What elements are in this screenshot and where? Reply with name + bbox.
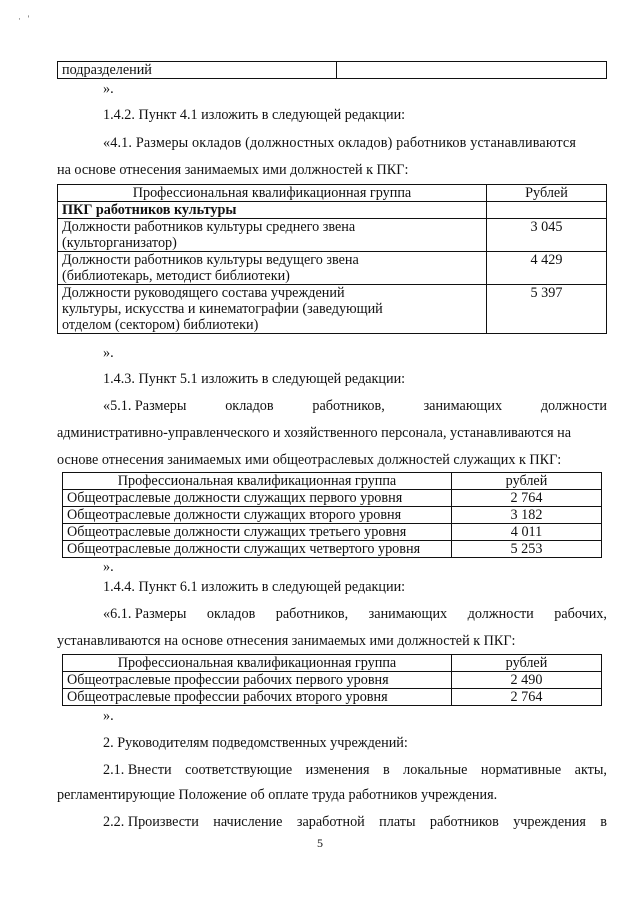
table-cell-empty bbox=[337, 62, 607, 79]
word: занимающих bbox=[368, 606, 448, 622]
value-cell: 4 429 bbox=[487, 252, 607, 285]
word: работников bbox=[429, 814, 499, 830]
word: начисление bbox=[213, 814, 283, 830]
word: в bbox=[600, 814, 607, 830]
table-row bbox=[63, 541, 602, 558]
table-row bbox=[63, 689, 602, 706]
table-cell: подразделений bbox=[58, 62, 337, 79]
table-header-row bbox=[58, 185, 607, 202]
table-cell: Общеотраслевые профессии рабочих второго уровня bbox=[63, 689, 452, 706]
salary-table-culture bbox=[57, 184, 607, 334]
paragraph-line-justified bbox=[103, 605, 607, 623]
cell-line: Должности работников культуры ведущего звена bbox=[62, 252, 359, 268]
word: окладов bbox=[206, 606, 256, 622]
quote-close: ». bbox=[103, 81, 114, 97]
paragraph-line: основе отнесения занимаемых ими общеотраслевых должностей служащих к ПКГ: bbox=[57, 452, 562, 468]
word: акты, bbox=[574, 762, 607, 778]
value-cell: 2 490 bbox=[452, 672, 602, 689]
table-cell bbox=[58, 252, 487, 285]
word: учреждения bbox=[513, 814, 586, 830]
value-cell: 3 182 bbox=[452, 507, 602, 524]
word: должности bbox=[540, 398, 607, 414]
header-cell: Рублей bbox=[487, 185, 607, 202]
word: заработной bbox=[296, 814, 365, 830]
word: 2.2. Произвести bbox=[103, 814, 199, 830]
header-cell: рублей bbox=[452, 473, 602, 490]
word: рабочих, bbox=[554, 606, 607, 622]
word: соответствующие bbox=[185, 762, 293, 778]
header-cell: Профессиональная квалификационная группа bbox=[63, 473, 452, 490]
word: занимающих bbox=[423, 398, 503, 414]
word: изменения bbox=[305, 762, 370, 778]
section-heading-2: 2. Руководителям подведомственных учреждений: bbox=[103, 735, 408, 751]
section-heading-1-4-3: 1.4.3. Пункт 5.1 изложить в следующей редакции: bbox=[103, 371, 406, 387]
value-cell: 5 253 bbox=[452, 541, 602, 558]
header-cell: рублей bbox=[452, 655, 602, 672]
scan-marks: · ' bbox=[18, 14, 30, 24]
word: в bbox=[382, 762, 390, 778]
word: «5.1. Размеры bbox=[103, 398, 187, 414]
table-row bbox=[58, 219, 607, 252]
top-table-fragment bbox=[57, 61, 607, 79]
table-row bbox=[63, 507, 602, 524]
table-cell: Общеотраслевые должности служащих первого уровня bbox=[63, 490, 452, 507]
value-cell: 5 397 bbox=[487, 285, 607, 334]
table-cell bbox=[58, 285, 487, 334]
table-cell: Общеотраслевые должности служащих второго уровня bbox=[63, 507, 452, 524]
word: 2.1. Внести bbox=[103, 762, 172, 778]
word: «6.1. Размеры bbox=[103, 606, 187, 622]
value-cell: 4 011 bbox=[452, 524, 602, 541]
quote-close: ». bbox=[103, 559, 114, 575]
table-row-group bbox=[58, 202, 607, 219]
word: нормативные bbox=[480, 762, 562, 778]
paragraph-line-justified bbox=[103, 397, 607, 415]
table-row bbox=[63, 672, 602, 689]
word: платы bbox=[379, 814, 416, 830]
group-cell: ПКГ работников культуры bbox=[58, 202, 487, 219]
table-row bbox=[58, 285, 607, 334]
paragraph-line: устанавливаются на основе отнесения занимаемых ими должностей к ПКГ: bbox=[57, 633, 516, 649]
table-row bbox=[58, 252, 607, 285]
section-heading-1-4-2: 1.4.2. Пункт 4.1 изложить в следующей редакции: bbox=[103, 107, 406, 123]
quote-close: ». bbox=[103, 708, 114, 724]
cell-line: (культорганизатор) bbox=[62, 235, 177, 251]
value-cell: 3 045 bbox=[487, 219, 607, 252]
table-header-row bbox=[63, 655, 602, 672]
cell-line: Должности руководящего состава учреждений bbox=[62, 285, 345, 301]
paragraph-line: на основе отнесения занимаемых ими должностей к ПКГ: bbox=[57, 162, 409, 178]
page-number: 5 bbox=[317, 836, 323, 850]
section-heading-1-4-4: 1.4.4. Пункт 6.1 изложить в следующей редакции: bbox=[103, 579, 406, 595]
word: работников, bbox=[275, 606, 349, 622]
word: работников, bbox=[312, 398, 385, 414]
cell-line: (библиотекарь, методист библиотеки) bbox=[62, 268, 290, 284]
table-cell: Общеотраслевые профессии рабочих первого уровня bbox=[63, 672, 452, 689]
paragraph-line: «4.1. Размеры окладов (должностных окладов) работников устанавливаются bbox=[103, 135, 577, 151]
table-row bbox=[63, 524, 602, 541]
cell-line: Должности работников культуры среднего звена bbox=[62, 219, 356, 235]
table-header-row bbox=[63, 473, 602, 490]
paragraph-line-justified bbox=[103, 813, 607, 831]
table-cell-empty bbox=[487, 202, 607, 219]
word: должности bbox=[467, 606, 534, 622]
table-row bbox=[63, 490, 602, 507]
salary-table-workers bbox=[62, 654, 602, 706]
salary-table-employees bbox=[62, 472, 602, 558]
word: окладов bbox=[225, 398, 274, 414]
cell-line: отделом (сектором) библиотеки) bbox=[62, 317, 259, 333]
header-cell: Профессиональная квалификационная группа bbox=[63, 655, 452, 672]
header-cell: Профессиональная квалификационная группа bbox=[58, 185, 487, 202]
cell-line: культуры, искусства и кинематографии (заведующий bbox=[62, 301, 383, 317]
value-cell: 2 764 bbox=[452, 689, 602, 706]
table-cell bbox=[58, 219, 487, 252]
table-cell: Общеотраслевые должности служащих четвертого уровня bbox=[63, 541, 452, 558]
table-cell: Общеотраслевые должности служащих третьего уровня bbox=[63, 524, 452, 541]
paragraph-line: регламентирующие Положение об оплате труда работников учреждения. bbox=[57, 787, 498, 803]
paragraph-line-justified bbox=[103, 761, 607, 779]
paragraph-line: административно-управленческого и хозяйственного персонала, устанавливаются на bbox=[57, 425, 572, 441]
word: локальные bbox=[403, 762, 468, 778]
quote-close: ». bbox=[103, 345, 114, 361]
value-cell: 2 764 bbox=[452, 490, 602, 507]
